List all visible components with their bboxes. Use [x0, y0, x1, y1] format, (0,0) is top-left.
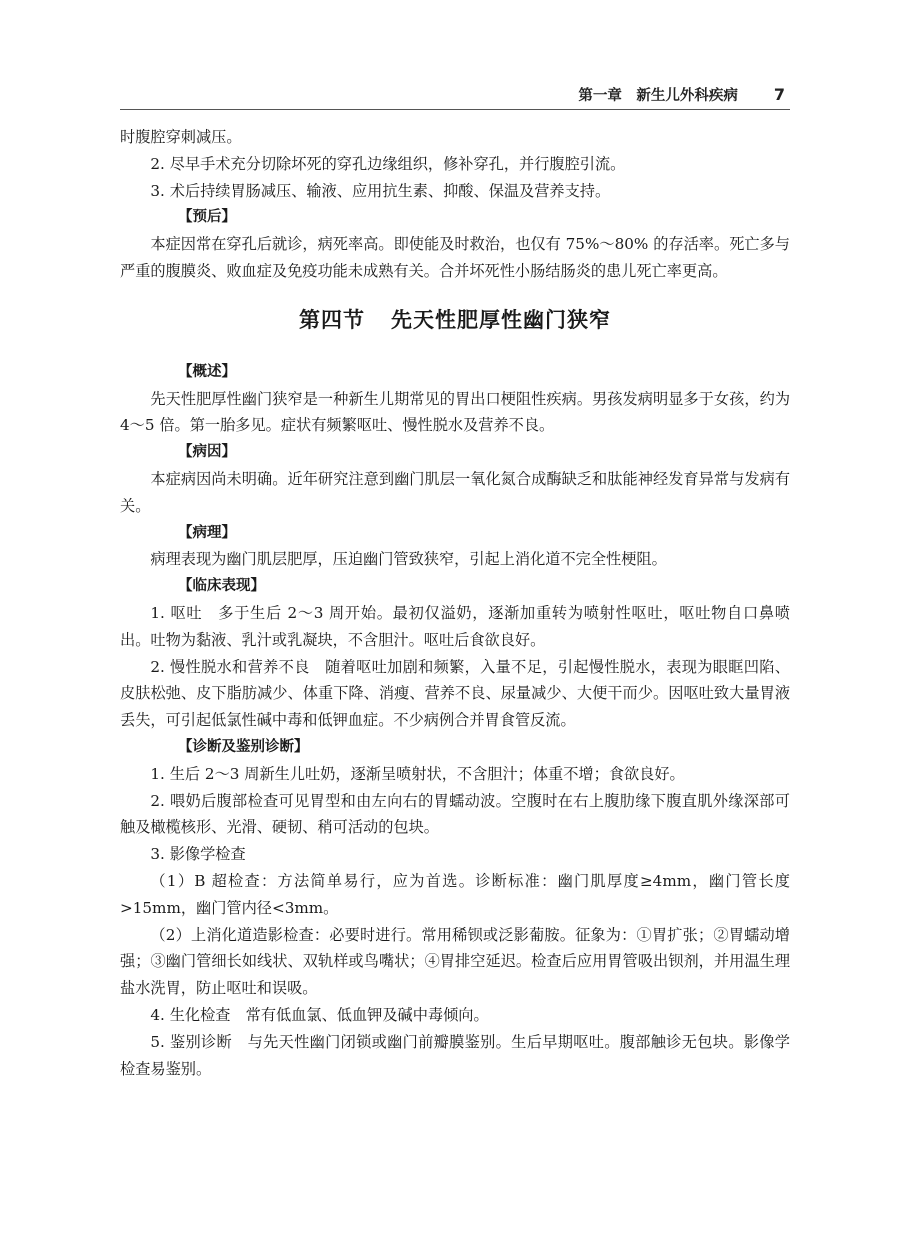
overview-label: 【概述】: [178, 363, 236, 380]
diagnosis-item: 5. 鉴别诊断 与先天性幽门闭锁或幽门前瓣膜鉴别。生后早期呕吐。腹部触诊无包块。影像学检查易鉴别。: [120, 1032, 790, 1078]
etiology-label: 【病因】: [178, 444, 236, 461]
pathology-text: 病理表现为幽门肌层肥厚，压迫幽门管致狭窄，引起上消化道不完全性梗阻。: [150, 550, 667, 569]
running-header: [120, 84, 785, 106]
diagnosis-item: 1. 生后 2～3 周新生儿吐奶，逐渐呈喷射状，不含胆汁；体重不增；食欲良好。: [150, 764, 685, 783]
diagnosis-item: 3. 影像学检查: [150, 845, 246, 864]
diagnosis-item: 4. 生化检查 常有低血氯、低血钾及碱中毒倾向。: [150, 1005, 489, 1024]
prognosis-text: 本症因常在穿孔后就诊，病死率高。即使能及时救治，也仅有 75%～80% 的存活率。死亡多与严重的腹膜炎、败血症及免疫功能未成熟有关。合并坏死性小肠结肠炎的患儿死亡率更高。: [120, 235, 790, 280]
treatment-item-2: 2. 尽早手术充分切除坏死的穿孔边缘组织，修补穿孔，并行腹腔引流。: [150, 154, 626, 173]
diagnosis-item: （2）上消化道造影检查：必要时进行。常用稀钡或泛影葡胺。征象为：①胃扩张；②胃蠕动增强；③幽门管细长如线状、双轨样或鸟嘴状；④胃排空延迟。检查后应用胃管吸出钡剂，并用温生理盐水洗胃，防止呕吐和误吸。: [120, 925, 790, 998]
chapter-title: 第一章 新生儿外科疾病: [578, 88, 738, 104]
section-title: 先天性肥厚性幽门狭窄: [391, 307, 611, 332]
continuation-line: 时腹腔穿刺减压。: [120, 128, 242, 146]
page-body: [120, 124, 790, 1082]
diagnosis-item: 2. 喂奶后腹部检查可见胃型和由左向右的胃蠕动波。空腹时在右上腹肋缘下腹直肌外缘深部可触及橄榄核形、光滑、硬韧、稍可活动的包块。: [120, 791, 790, 837]
clinical-item: 2. 慢性脱水和营养不良 随着呕吐加剧和频繁，入量不足，引起慢性脱水，表现为眼眶凹陷、皮肤松弛、皮下脂肪减少、体重下降、消瘦、营养不良、尿量减少、大便干而少。因呕吐致大量胃液丢失，可引起低氯性碱中毒和低钾血症。不少病例合并胃食管反流。: [120, 657, 790, 730]
section-number: 第四节: [299, 307, 365, 332]
clinical-label: 【临床表现】: [178, 578, 265, 595]
pathology-label: 【病理】: [178, 524, 236, 541]
treatment-item-3: 3. 术后持续胃肠减压、输液、应用抗生素、抑酸、保温及营养支持。: [150, 181, 611, 200]
page-number: 7: [773, 85, 785, 104]
diagnosis-label: 【诊断及鉴别诊断】: [178, 738, 309, 755]
header-rule: [120, 109, 790, 110]
section-heading: [120, 304, 790, 336]
prognosis-label: 【预后】: [178, 209, 236, 226]
clinical-item: 1. 呕吐 多于生后 2～3 周开始。最初仅溢奶，逐渐加重转为喷射性呕吐，呕吐物自口鼻喷出。吐物为黏液、乳汁或乳凝块，不含胆汁。呕吐后食欲良好。: [120, 603, 790, 649]
overview-text: 先天性肥厚性幽门狭窄是一种新生儿期常见的胃出口梗阻性疾病。男孩发病明显多于女孩，约为 4～5 倍。第一胎多见。症状有频繁呕吐、慢性脱水及营养不良。: [120, 389, 790, 435]
diagnosis-item: （1）B 超检查：方法简单易行，应为首选。诊断标准：幽门肌厚度≥4mm，幽门管长度>15mm，幽门管内径<3mm。: [120, 871, 790, 917]
etiology-text: 本症病因尚未明确。近年研究注意到幽门肌层一氧化氮合成酶缺乏和肽能神经发育异常与发病有关。: [120, 469, 790, 515]
